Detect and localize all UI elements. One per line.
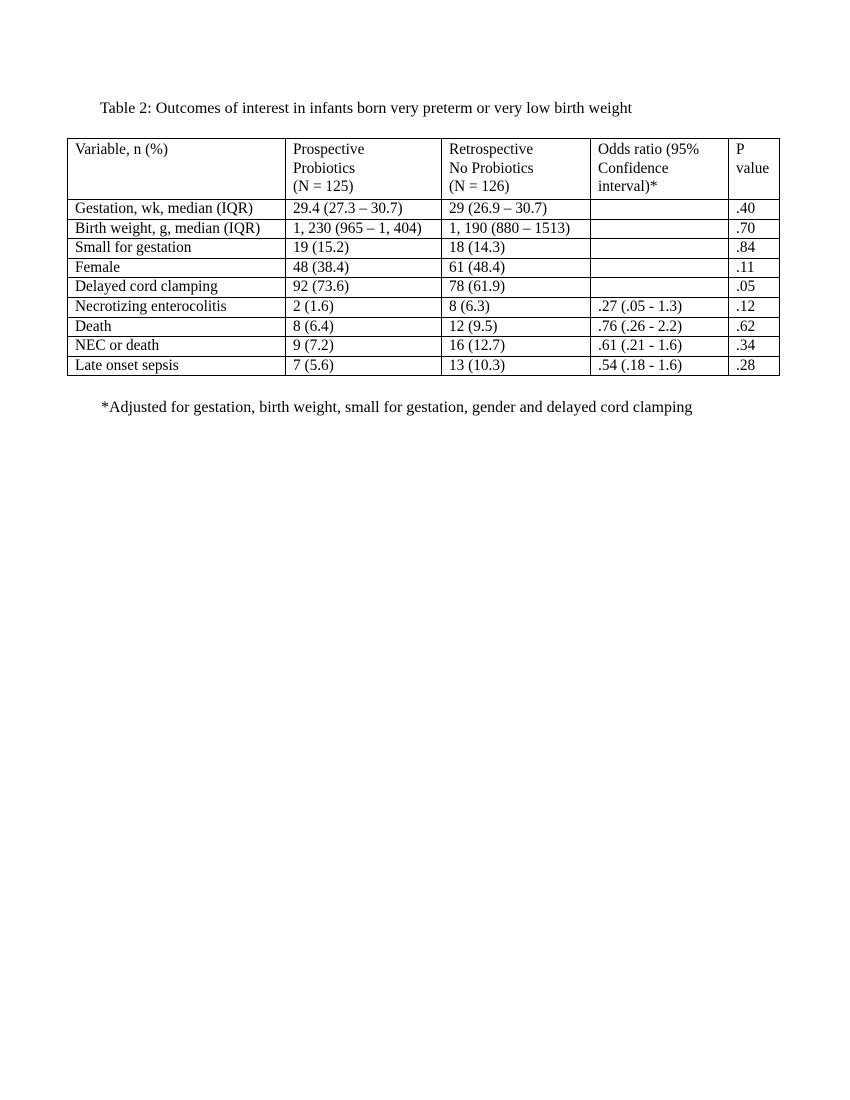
cell-odds-ratio [591, 278, 729, 298]
cell-p-value: .70 [729, 219, 780, 239]
cell-p-value: .62 [729, 317, 780, 337]
table-row [68, 278, 780, 298]
cell-retrospective: 13 (10.3) [442, 356, 591, 376]
cell-prospective: 92 (73.6) [286, 278, 442, 298]
header-prospective [286, 139, 442, 200]
table-row [68, 219, 780, 239]
cell-variable: Birth weight, g, median (IQR) [68, 219, 286, 239]
cell-odds-ratio [591, 200, 729, 220]
header-line: No Probiotics [449, 159, 534, 177]
cell-prospective: 8 (6.4) [286, 317, 442, 337]
cell-p-value: .34 [729, 337, 780, 357]
table-row [68, 258, 780, 278]
cell-retrospective: 1, 190 (880 – 1513) [442, 219, 591, 239]
header-odds-ratio [591, 139, 729, 200]
cell-odds-ratio [591, 219, 729, 239]
table-row [68, 356, 780, 376]
header-variable [68, 139, 286, 200]
cell-odds-ratio [591, 239, 729, 259]
table-caption: Table 2: Outcomes of interest in infants born very preterm or very low birth weight [100, 100, 633, 117]
header-p-value [729, 139, 780, 200]
cell-prospective: 19 (15.2) [286, 239, 442, 259]
header-line: Odds ratio (95% [598, 141, 700, 158]
cell-p-value: .40 [729, 200, 780, 220]
cell-variable: Small for gestation [68, 239, 286, 259]
header-line: Variable, n (%) [75, 141, 169, 158]
cell-odds-ratio: .54 (.18 - 1.6) [591, 356, 729, 376]
table-row [68, 200, 780, 220]
table-row [68, 239, 780, 259]
cell-variable: Necrotizing enterocolitis [68, 297, 286, 317]
header-line: (N = 126) [449, 178, 510, 196]
cell-variable: Female [68, 258, 286, 278]
cell-retrospective: 16 (12.7) [442, 337, 591, 357]
cell-prospective: 7 (5.6) [286, 356, 442, 376]
cell-odds-ratio: .27 (.05 - 1.3) [591, 297, 729, 317]
cell-odds-ratio [591, 258, 729, 278]
table-row [68, 337, 780, 357]
header-line: interval)* [598, 178, 658, 196]
cell-prospective: 9 (7.2) [286, 337, 442, 357]
cell-retrospective: 61 (48.4) [442, 258, 591, 278]
outcomes-table [67, 138, 780, 376]
header-line: Confidence [598, 159, 669, 177]
cell-prospective: 48 (38.4) [286, 258, 442, 278]
cell-p-value: .11 [729, 258, 780, 278]
table-footnote: *Adjusted for gestation, birth weight, small for gestation, gender and delayed cord clamping [101, 399, 693, 416]
header-line: Probiotics [293, 159, 356, 177]
cell-odds-ratio: .61 (.21 - 1.6) [591, 337, 729, 357]
cell-retrospective: 78 (61.9) [442, 278, 591, 298]
header-line: Prospective [293, 141, 365, 158]
cell-variable: Delayed cord clamping [68, 278, 286, 298]
cell-variable: Gestation, wk, median (IQR) [68, 200, 286, 220]
cell-retrospective: 29 (26.9 – 30.7) [442, 200, 591, 220]
header-line: Retrospective [449, 141, 534, 158]
table-header-row [68, 139, 780, 200]
header-line: value [736, 159, 770, 177]
cell-p-value: .12 [729, 297, 780, 317]
cell-p-value: .84 [729, 239, 780, 259]
table-row [68, 297, 780, 317]
cell-p-value: .05 [729, 278, 780, 298]
cell-retrospective: 12 (9.5) [442, 317, 591, 337]
header-retrospective [442, 139, 591, 200]
cell-odds-ratio: .76 (.26 - 2.2) [591, 317, 729, 337]
cell-retrospective: 18 (14.3) [442, 239, 591, 259]
header-line: (N = 125) [293, 178, 354, 196]
cell-retrospective: 8 (6.3) [442, 297, 591, 317]
table-row [68, 317, 780, 337]
cell-prospective: 29.4 (27.3 – 30.7) [286, 200, 442, 220]
cell-variable: NEC or death [68, 337, 286, 357]
cell-variable: Late onset sepsis [68, 356, 286, 376]
cell-p-value: .28 [729, 356, 780, 376]
cell-variable: Death [68, 317, 286, 337]
header-line: P [736, 141, 745, 158]
cell-prospective: 2 (1.6) [286, 297, 442, 317]
cell-prospective: 1, 230 (965 – 1, 404) [286, 219, 442, 239]
